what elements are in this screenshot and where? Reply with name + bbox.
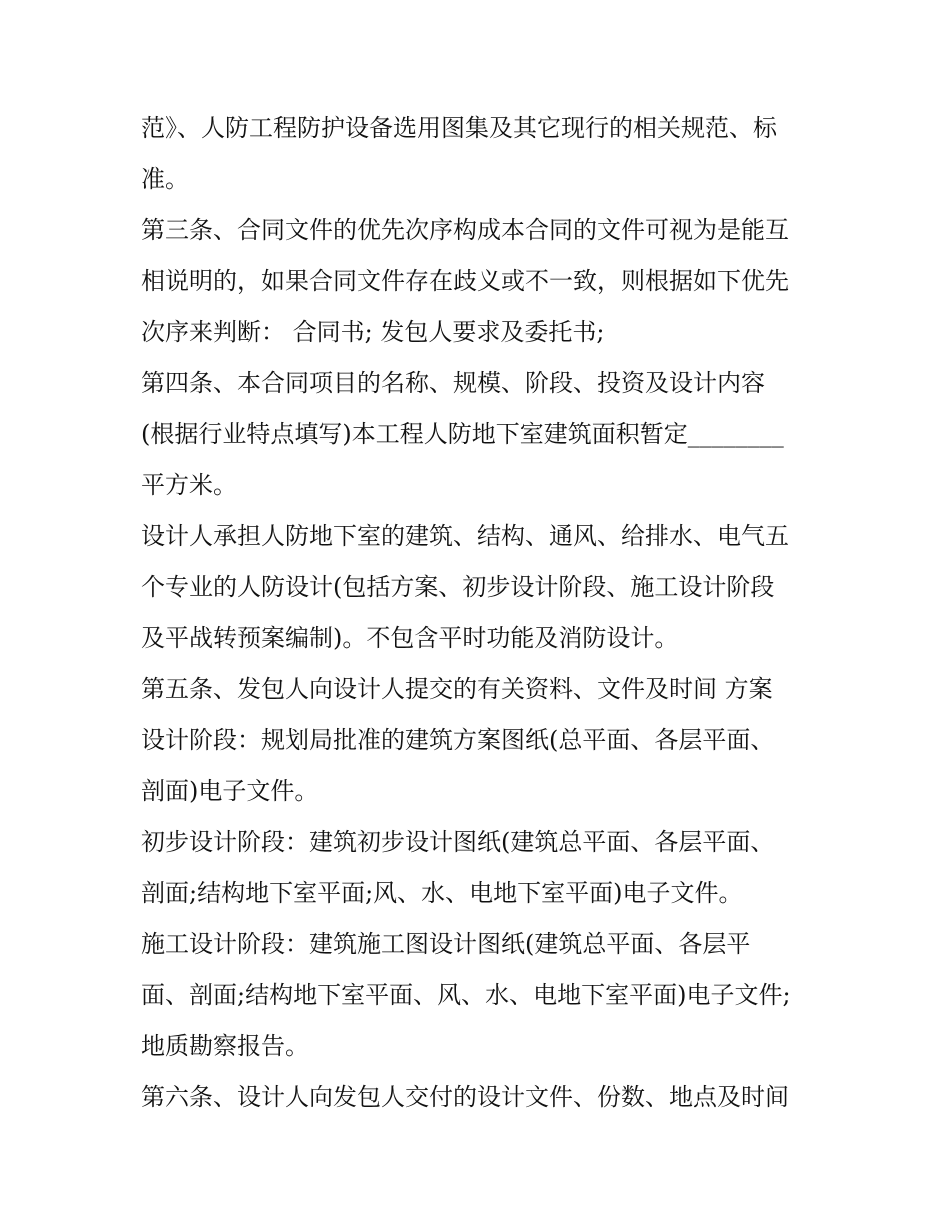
text-line: 及平战转预案编制)。不包含平时功能及消防设计。 [141, 624, 679, 652]
text-line: 准。 [141, 165, 189, 193]
text-line: 个专业的人防设计(包括方案、初步设计阶段、施工设计阶段 [141, 573, 775, 601]
text-line: (根据行业特点填写)本工程人防地下室建筑面积暂定________ [141, 420, 784, 448]
text-line: 施工设计阶段：建筑施工图设计图纸(建筑总平面、各层平 [141, 930, 751, 958]
text-line: 平方米。 [141, 471, 237, 499]
text-line: 第五条、发包人向设计人提交的有关资料、文件及时间 方案 [141, 675, 773, 703]
text-line: 设计人承担人防地下室的建筑、结构、通风、给排水、电气五 [141, 522, 789, 550]
text-line: 初步设计阶段：建筑初步设计图纸(建筑总平面、各层平面、 [141, 828, 775, 856]
text-line: 第六条、设计人向发包人交付的设计文件、份数、地点及时间 [141, 1083, 789, 1111]
text-line: 剖面;结构地下室平面;风、水、电地下室平面)电子文件。 [141, 879, 743, 907]
text-line: 范》、人防工程防护设备选用图集及其它现行的相关规范、标 [141, 114, 777, 142]
text-line: 面、剖面;结构地下室平面、风、水、电地下室平面)电子文件; [141, 981, 791, 1009]
text-line: 第三条、合同文件的优先次序构成本合同的文件可视为是能互 [141, 216, 789, 244]
text-line: 剖面)电子文件。 [141, 777, 319, 805]
text-line: 地质勘察报告。 [141, 1032, 309, 1060]
text-line: 次序来判断： 合同书; 发包人要求及委托书; [141, 318, 605, 346]
text-line: 设计阶段：规划局批准的建筑方案图纸(总平面、各层平面、 [141, 726, 775, 754]
text-line: 相说明的，如果合同文件存在歧义或不一致，则根据如下优先 [141, 267, 789, 295]
text-line: 第四条、本合同项目的名称、规模、阶段、投资及设计内容 [141, 369, 765, 397]
